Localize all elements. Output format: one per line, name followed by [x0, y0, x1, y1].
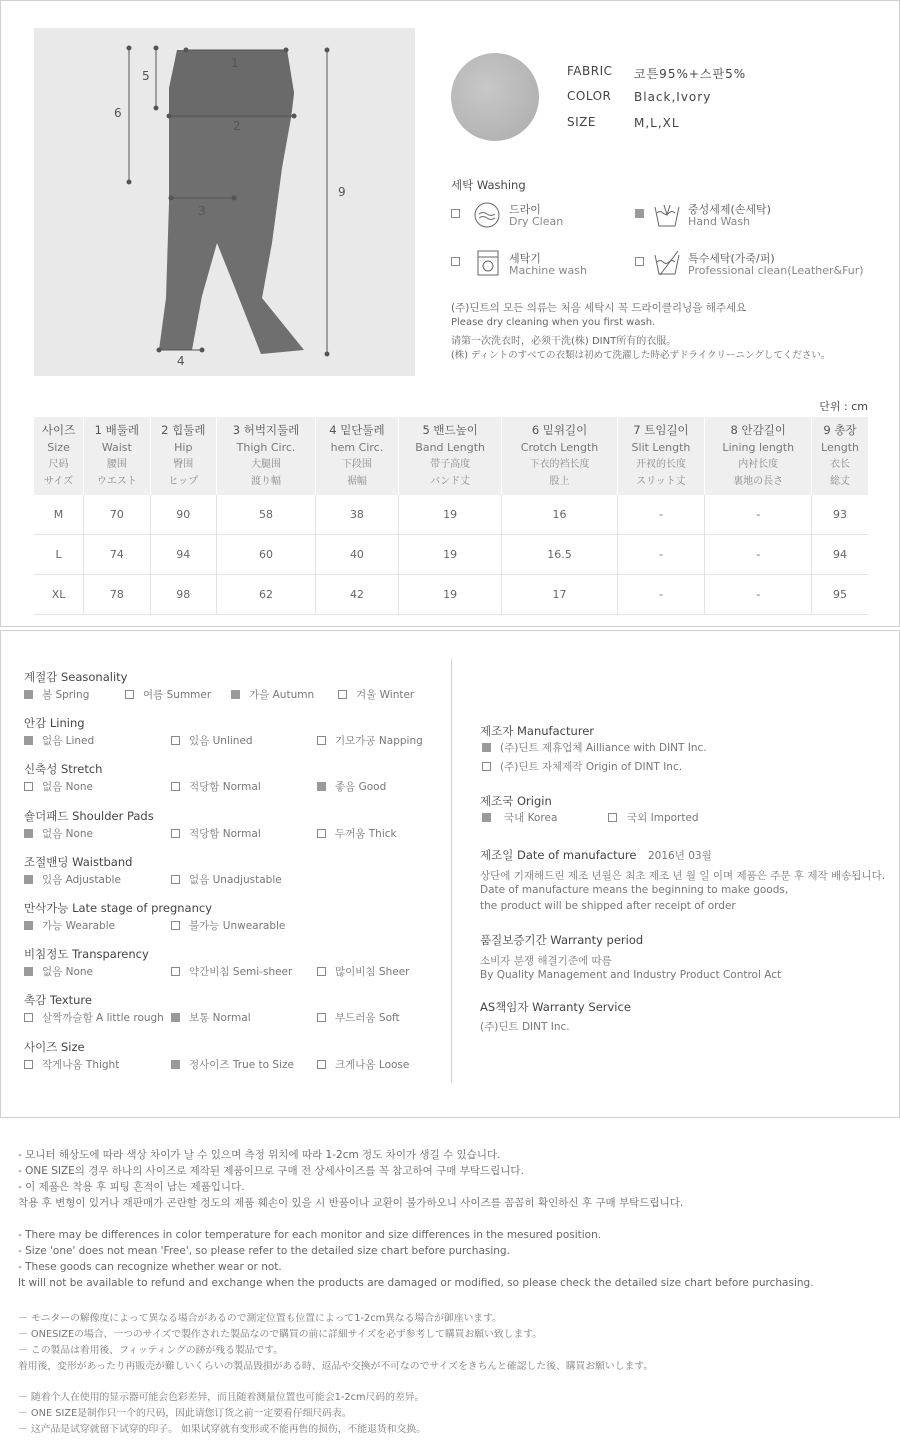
table-cell: 19 — [398, 495, 502, 535]
attribute-checkbox[interactable] — [171, 782, 180, 791]
header-line: Thigh Circ. — [236, 441, 296, 454]
size-diagram — [34, 28, 415, 376]
header-line: 3 허벅지둘레 — [232, 423, 300, 437]
attribute-checkbox[interactable] — [171, 1013, 180, 1022]
product-info-panel — [0, 0, 900, 627]
attribute-title: 숄더패드 Shoulder Pads — [24, 808, 154, 823]
table-cell: 62 — [217, 575, 316, 615]
attribute-option-label: 기모가공 Napping — [335, 735, 423, 748]
dim-label-6: 6 — [114, 106, 122, 120]
attribute-title: 촉감 Texture — [24, 993, 92, 1008]
attribute-option-label: 없음 None — [42, 781, 94, 794]
hand-wash-checkbox[interactable] — [635, 209, 644, 218]
attribute-checkbox[interactable] — [317, 829, 326, 838]
attribute-title: 만삭가능 Late stage of pregnancy — [24, 901, 213, 915]
header-line: Lining length — [722, 441, 795, 454]
attribute-title: 계절감 Seasonality — [24, 670, 128, 684]
table-cell: 17 — [502, 575, 617, 615]
hand-wash-en: Hand Wash — [688, 215, 751, 228]
attribute-option-label: 없음 Unadjustable — [189, 873, 282, 886]
dim-label-9: 9 — [338, 185, 346, 199]
header-line: hem Circ. — [330, 441, 384, 454]
size-table-header — [502, 417, 617, 495]
date-title: 제조일 Date of manufacture — [480, 848, 637, 862]
color-value: Black,Ivory — [634, 90, 712, 104]
attribute-option-label: 없음 None — [42, 966, 94, 979]
manufacturer-origin-checkbox[interactable] — [482, 762, 491, 771]
attribute-option-label: 부드러움 Soft — [335, 1012, 400, 1025]
fabric-value: 코튼95%+스판5% — [634, 67, 747, 81]
footer-line: It will not be available to refund and exchange when the products are damaged or modified, so please check the detailed size chart before purchasing. — [18, 1277, 814, 1289]
dry-clean-checkbox[interactable] — [451, 209, 460, 218]
date-line-2: Date of manufacture means the beginning to make goods, — [480, 884, 789, 896]
header-line: 大腿围 — [251, 459, 282, 470]
attribute-checkbox[interactable] — [24, 921, 33, 930]
size-table-header — [705, 417, 812, 495]
dim-label-2: 2 — [233, 119, 241, 133]
dim-label-4: 4 — [177, 354, 185, 368]
machine-wash-icon — [476, 249, 500, 277]
attribute-option-label: 살짝까슬함 A little rough — [42, 1012, 164, 1025]
table-cell: - — [705, 575, 812, 615]
attribute-checkbox[interactable] — [171, 967, 180, 976]
fabric-swatch — [451, 53, 539, 141]
size-table-header — [150, 417, 216, 495]
professional-clean-checkbox[interactable] — [635, 257, 644, 266]
hand-wash-icon — [652, 201, 682, 229]
attribute-option-label: 많이비침 Sheer — [335, 966, 410, 979]
professional-clean-ko: 특수세탁(가죽/퍼) — [688, 252, 775, 265]
size-table-header — [398, 417, 502, 495]
footer-line: 着用後，変形があったり再販売が難しいくらいの製品毀損がある時、返品や交換が不可なのでサイズをきちんと確認した後、購買お願いします。 — [18, 1361, 654, 1372]
attribute-title: 비침정도 Transparency — [24, 947, 149, 962]
attribute-option-label: 크게나옴 Loose — [335, 1058, 410, 1071]
size-table-header — [617, 417, 705, 495]
attribute-checkbox[interactable] — [24, 1013, 33, 1022]
dry-clean-en: Dry Clean — [509, 215, 564, 228]
attribute-title: 안감 Lining — [24, 716, 85, 731]
attribute-checkbox[interactable] — [171, 736, 180, 745]
header-line: 内衬长度 — [738, 459, 779, 470]
table-cell: 19 — [398, 535, 502, 575]
header-line: 9 총장 — [823, 423, 857, 437]
header-line: 腰围 — [106, 459, 127, 470]
wash-note-ko: (주)딘트의 모든 의류는 처음 세탁시 꼭 드라이클리닝을 해주세요 — [451, 302, 747, 314]
table-cell: 70 — [84, 495, 150, 535]
table-cell: M — [34, 495, 84, 535]
footer-line: － ONE SIZE是制作只一个的尺码，因此请您订货之前一定要看仔细尺码表。 — [18, 1408, 352, 1419]
fabric-label: FABRIC — [567, 64, 613, 78]
attribute-title: 신축성 Stretch — [24, 762, 103, 777]
origin-korea-label: 국내 Korea — [504, 812, 558, 824]
header-line: 下段围 — [341, 459, 372, 470]
attribute-option-label: 적당함 Normal — [189, 827, 261, 840]
dim-label-3: 3 — [198, 204, 206, 218]
manufacturer-alliance-checkbox[interactable] — [482, 743, 491, 752]
header-line: ヒップ — [168, 476, 199, 487]
manufacturer-origin-label: (주)딘트 자체제작 Origin of DINT Inc. — [500, 761, 683, 773]
machine-wash-ko: 세탁기 — [509, 252, 541, 265]
attribute-option-label: 두꺼움 Thick — [335, 827, 397, 840]
attribute-checkbox[interactable] — [24, 1060, 33, 1069]
table-cell: 16.5 — [502, 535, 617, 575]
dry-clean-icon — [473, 201, 501, 229]
hand-wash-ko: 중성세제(손세탁) — [688, 203, 771, 216]
size-table-header — [812, 417, 868, 495]
wash-note-cn: 请第一次洗衣时，必须干洗(株) DINT所有的衣服。 — [451, 336, 677, 347]
table-cell: 40 — [316, 535, 399, 575]
machine-wash-checkbox[interactable] — [451, 257, 460, 266]
attribute-checkbox[interactable] — [171, 921, 180, 930]
header-line: Band Length — [415, 441, 485, 454]
origin-imported-checkbox[interactable] — [608, 813, 617, 822]
attribute-option-label: 있음 Unlined — [189, 735, 253, 748]
attribute-checkbox[interactable] — [24, 967, 33, 976]
header-line: 下衣的裆长度 — [529, 459, 590, 470]
size-table-header — [34, 417, 84, 495]
attribute-checkbox[interactable] — [24, 875, 33, 884]
header-line: 8 안감길이 — [730, 423, 786, 437]
table-cell: - — [705, 495, 812, 535]
table-cell: 78 — [84, 575, 150, 615]
attribute-option-label: 정사이즈 True to Size — [189, 1058, 294, 1071]
header-line: バンド丈 — [430, 476, 471, 487]
manufacturer-title: 제조자 Manufacturer — [480, 724, 595, 738]
attribute-checkbox[interactable] — [338, 690, 347, 699]
footer-line: － モニターの解像度によって異なる場合があるので測定位置も位置によって1-2cm異なる場合が御座います。 — [18, 1313, 502, 1324]
attribute-checkbox[interactable] — [24, 690, 33, 699]
header-line: 裾幅 — [346, 476, 367, 487]
attribute-option-label: 좋음 Good — [335, 781, 387, 794]
footer-line: 착용 후 변형이 있거나 재판매가 곤란할 정도의 제품 훼손이 있을 시 반품이나 교환이 불가하오니 사이즈를 꼼꼼히 확인하신 후 구매 부탁드립니다. — [18, 1197, 684, 1209]
header-line: Hip — [174, 441, 193, 454]
wash-note-en: Please dry cleaning when you first wash. — [451, 317, 656, 328]
professional-clean-en: Professional clean(Leather&Fur) — [688, 264, 864, 277]
size-table — [34, 417, 868, 615]
service-title: AS책임자 Warranty Service — [480, 1000, 631, 1014]
header-line: 股上 — [549, 476, 570, 487]
size-table-header — [217, 417, 316, 495]
header-line: Waist — [101, 441, 132, 454]
header-line: 衣长 — [830, 459, 851, 470]
attribute-checkbox[interactable] — [171, 829, 180, 838]
header-line: 裏地の長さ — [733, 476, 784, 487]
footer-line: － ONESIZEの場合、一つのサイズで製作された製品なので購買の前に詳細サイズを必ず参考して購買お願い致します。 — [18, 1329, 543, 1340]
header-line: 総丈 — [830, 476, 851, 487]
table-cell: 38 — [316, 495, 399, 535]
table-cell: 98 — [150, 575, 216, 615]
attribute-option-label: 있음 Adjustable — [42, 873, 121, 886]
footer-line: - These goods can recognize whether wear or not. — [18, 1261, 282, 1273]
attribute-option-label: 없음 Lined — [42, 735, 95, 748]
attribute-option-label: 작게나옴 Thight — [42, 1058, 120, 1071]
footer-line: － この製品は着用後、フィッティングの跡が残る製品です。 — [18, 1345, 284, 1356]
table-cell: 60 — [217, 535, 316, 575]
attribute-checkbox[interactable] — [317, 1013, 326, 1022]
origin-title: 제조국 Origin — [480, 794, 552, 808]
table-cell: 94 — [812, 535, 868, 575]
warranty-line-2: By Quality Management and Industry Product Control Act — [480, 969, 782, 981]
dim-label-5: 5 — [142, 69, 150, 83]
header-line: 开衩的长度 — [635, 459, 686, 470]
column-divider — [451, 659, 452, 1083]
attribute-checkbox[interactable] — [24, 782, 33, 791]
attribute-title: 사이즈 Size — [24, 1039, 85, 1054]
attribute-option-label: 보통 Normal — [189, 1012, 251, 1025]
table-cell: XL — [34, 575, 84, 615]
table-row — [34, 495, 868, 535]
unit-label: 단위 : cm — [819, 400, 868, 413]
header-line: 尺码 — [48, 459, 69, 470]
attribute-checkbox[interactable] — [317, 736, 326, 745]
table-cell: - — [617, 535, 705, 575]
header-line: 사이즈 — [41, 423, 76, 437]
dim-label-1: 1 — [231, 56, 239, 70]
machine-wash-en: Machine wash — [509, 264, 587, 277]
attribute-option-label: 여름 Summer — [143, 689, 212, 701]
table-cell: 42 — [316, 575, 399, 615]
footer-line: - Size 'one' does not mean 'Free', so please refer to the detailed size chart before purchasing. — [18, 1245, 510, 1257]
service-line-1: (주)딘트 DINT Inc. — [480, 1021, 570, 1033]
table-cell: 58 — [217, 495, 316, 535]
date-line-1: 상단에 기재해드린 제조 년월은 최초 제조 년 월 일 이며 제품은 주문 후 제작 배송됩니다. — [480, 870, 886, 882]
table-row — [34, 575, 868, 615]
footer-line: － 这产品是试穿就留下试穿的印子。 如果试穿就有变形或不能再售的损伤，不能退货和交换。 — [18, 1424, 426, 1435]
pants-illustration — [34, 28, 415, 376]
header-line: スリット丈 — [636, 476, 686, 487]
origin-korea-checkbox[interactable] — [482, 813, 491, 822]
attribute-option-label: 없음 None — [42, 827, 94, 840]
attribute-checkbox[interactable] — [171, 875, 180, 884]
table-cell: 93 — [812, 495, 868, 535]
footer-line: － 随着个人在使用的显示器可能会色彩差异，而且随着测量位置也可能会1-2cm尺码的差异。 — [18, 1392, 425, 1403]
attribute-option-label: 가을 Autumn — [249, 689, 315, 701]
origin-imported-label: 국외 Imported — [627, 812, 699, 824]
table-cell: 16 — [502, 495, 617, 535]
attribute-option-label: 적당함 Normal — [189, 781, 261, 794]
warranty-line-1: 소비자 분쟁 해결기준에 따름 — [480, 955, 612, 967]
attribute-option-label: 약간비침 Semi-sheer — [189, 966, 293, 979]
header-line: Slit Length — [631, 441, 691, 454]
warranty-title: 품질보증기간 Warranty period — [480, 933, 644, 947]
header-line: Length — [821, 441, 859, 454]
header-line: 5 밴드높이 — [422, 423, 478, 437]
size-table-header — [84, 417, 150, 495]
attribute-title: 조절밴딩 Waistband — [24, 854, 133, 869]
table-cell: - — [705, 535, 812, 575]
header-line: サイズ — [43, 476, 74, 487]
dry-clean-ko: 드라이 — [509, 203, 541, 216]
header-line: 渡り幅 — [251, 476, 282, 487]
footer-line: - ONE SIZE의 경우 하나의 사이즈로 제작된 제품이므로 구매 전 상세사이즈를 꼭 참고하여 구매 부탁드립니다. — [18, 1165, 524, 1177]
table-cell: - — [617, 575, 705, 615]
table-cell: - — [617, 495, 705, 535]
footer-line: - 이 제품은 착용 후 피팅 흔적이 남는 제품입니다. — [18, 1181, 245, 1193]
attribute-checkbox[interactable] — [231, 690, 240, 699]
footer-line: - 모니터 해상도에 따라 색상 차이가 날 수 있으며 측정 위치에 따라 1-2cm 정도 차이가 생길 수 있습니다. — [18, 1149, 501, 1161]
attribute-checkbox[interactable] — [24, 829, 33, 838]
table-cell: 19 — [398, 575, 502, 615]
header-line: Size — [47, 441, 70, 454]
size-value: M,L,XL — [634, 116, 680, 130]
color-label: COLOR — [567, 89, 612, 103]
header-line: 7 트임길이 — [633, 423, 689, 437]
attribute-option-label: 겨울 Winter — [356, 689, 415, 701]
wash-note-jp: (株) ディントのすべての衣類は初めて洗濯した時必ずドライクリーニングしてください。 — [451, 350, 831, 361]
attribute-checkbox[interactable] — [125, 690, 134, 699]
header-line: 6 밑위길이 — [531, 423, 588, 437]
attribute-checkbox[interactable] — [171, 1060, 180, 1069]
attribute-option-label: 가능 Wearable — [42, 920, 116, 932]
table-cell: 74 — [84, 535, 150, 575]
attribute-option-label: 봄 Spring — [42, 689, 90, 701]
size-table-header — [316, 417, 399, 495]
attribute-checkbox[interactable] — [24, 736, 33, 745]
header-line: 臀围 — [173, 459, 194, 470]
table-row — [34, 535, 868, 575]
table-cell: L — [34, 535, 84, 575]
header-line: 4 밑단둘레 — [329, 423, 385, 437]
size-label: SIZE — [567, 115, 596, 129]
attribute-checkbox[interactable] — [317, 1060, 326, 1069]
table-cell: 95 — [812, 575, 868, 615]
header-line: 1 배둘레 — [94, 423, 139, 437]
attribute-option-label: 불가능 Unwearable — [189, 920, 286, 932]
header-line: 带子高度 — [430, 459, 471, 470]
table-cell: 94 — [150, 535, 216, 575]
date-value: 2016년 03월 — [648, 850, 712, 862]
washing-title: 세탁 Washing — [451, 178, 526, 192]
manufacturer-alliance-label: (주)딘트 제휴업체 Ailliance with DINT Inc. — [500, 742, 707, 754]
header-line: 2 힙둘레 — [161, 423, 206, 437]
header-line: ウエスト — [96, 476, 137, 487]
product-details-panel — [0, 630, 900, 1118]
table-cell: 90 — [150, 495, 216, 535]
footer-line: - There may be differences in color temperature for each monitor and size differences in the mesured position. — [18, 1229, 602, 1241]
attribute-checkbox[interactable] — [317, 967, 326, 976]
professional-clean-icon — [652, 249, 682, 277]
date-line-3: the product will be shipped after receipt of order — [480, 900, 736, 912]
attribute-checkbox[interactable] — [317, 782, 326, 791]
header-line: Crotch Length — [520, 441, 599, 454]
